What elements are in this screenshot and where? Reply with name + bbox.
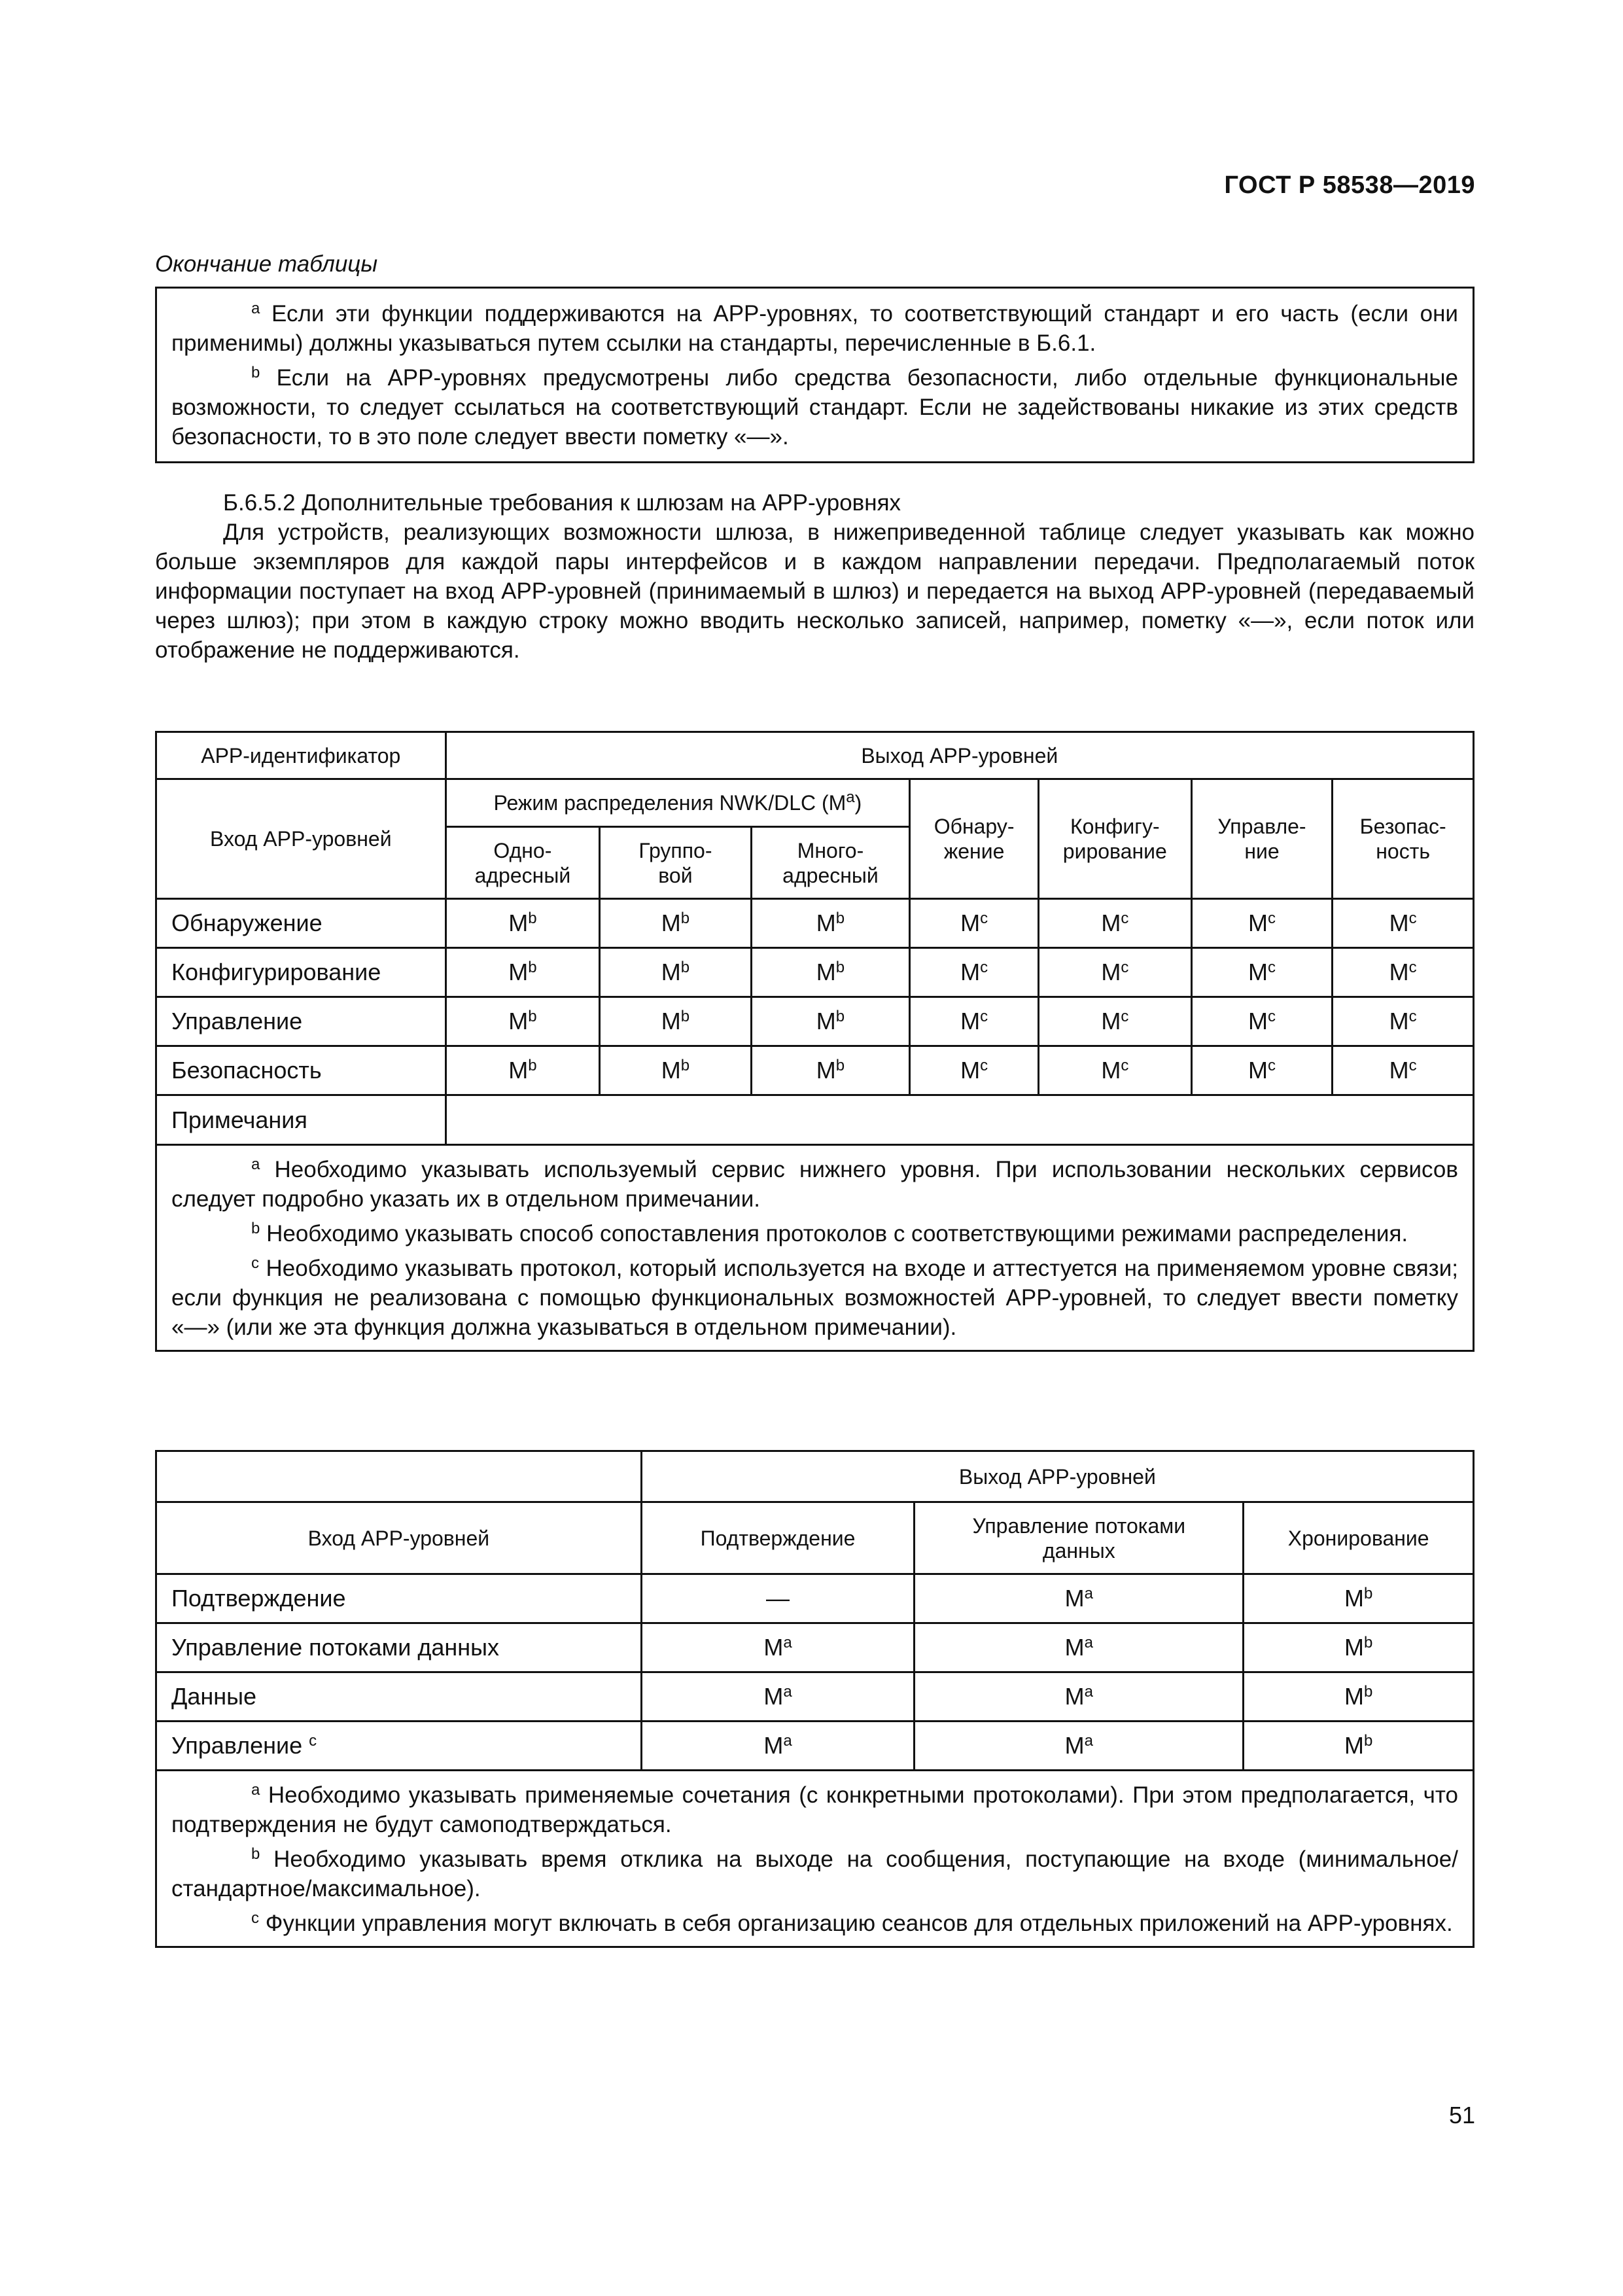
table1-cell: $M^c$ — [1333, 899, 1474, 948]
table2-row — [156, 1722, 1474, 1771]
table1-cell: $M^c$ — [1038, 948, 1191, 997]
table2-cell: $M^b$ — [1244, 1672, 1474, 1722]
table2-row-label: Данные — [156, 1672, 642, 1722]
table-continuation-label: Окончание таблицы — [155, 251, 378, 277]
table1-cell: $M^c$ — [1333, 997, 1474, 1046]
table1-footnotes — [156, 1145, 1474, 1351]
input-header: Вход APP-уровней — [156, 779, 446, 899]
table2-row-label: Управление $^c$ — [156, 1722, 642, 1771]
notes-label: Примечания — [156, 1095, 446, 1145]
table2-col-timing: Хронирование — [1244, 1502, 1474, 1574]
col-discovery: Обнару- жение — [910, 779, 1039, 899]
table1-row — [156, 948, 1474, 997]
table2-cell: — — [641, 1574, 915, 1623]
table1-cell: $M^b$ — [751, 1046, 910, 1095]
table1-cell: $M^b$ — [600, 1046, 751, 1095]
table2-cell: $M^a$ — [915, 1623, 1244, 1672]
table1-row-label: Безопасность — [156, 1046, 446, 1095]
table2-cell: $M^b$ — [1244, 1722, 1474, 1771]
table2-row — [156, 1623, 1474, 1672]
table1-cell: $M^c$ — [1191, 899, 1333, 948]
table2-output-header: Выход APP-уровней — [641, 1451, 1473, 1502]
table1-cell: $M^c$ — [1333, 1046, 1474, 1095]
table2-footnotes — [156, 1771, 1474, 1947]
table2-corner — [156, 1451, 642, 1502]
table1-cell: $M^b$ — [600, 948, 751, 997]
table1-cell: $M^b$ — [751, 899, 910, 948]
table1-row — [156, 899, 1474, 948]
table1-cell: $M^c$ — [1038, 1046, 1191, 1095]
table1-cell: $M^c$ — [1038, 899, 1191, 948]
table2-footnote-b: $^b$ Необходимо указывать время отклика на выходе на сообщения, поступающие на входе (минимальное/стандартное/максимальное). — [171, 1845, 1458, 1901]
table1-cell: $M^b$ — [751, 948, 910, 997]
table1-cell: $M^c$ — [910, 997, 1039, 1046]
gateway-table-2 — [155, 1450, 1475, 1948]
table1-row-label: Обнаружение — [156, 899, 446, 948]
table2-cell: $M^a$ — [915, 1722, 1244, 1771]
table1-cell: $M^b$ — [751, 997, 910, 1046]
table2-row-label: Управление потоками данных — [156, 1623, 642, 1672]
top-footnote-b: $^b$ Если на APP-уровнях предусмотрены либо средства безопасности, либо отдельные функциональные возможности, то следует ссылаться на соответствующий стандарт. Если не задействованы никакие из этих средств безопасности, то в это поле следует ввести пометку «—». — [171, 364, 1459, 450]
table2-cell: $M^a$ — [915, 1574, 1244, 1623]
table2-cell: $M^a$ — [641, 1722, 915, 1771]
table1-cell: $M^c$ — [910, 899, 1039, 948]
table1-cell: $M^b$ — [600, 997, 751, 1046]
table2-col-flow-control: Управление потоками данных — [915, 1502, 1244, 1574]
table2-cell: $M^b$ — [1244, 1574, 1474, 1623]
table2-cell: $M^a$ — [641, 1623, 915, 1672]
table2-row — [156, 1574, 1474, 1623]
subcol-multicast: Много- адресный — [751, 827, 910, 899]
table2-cell: $M^a$ — [641, 1672, 915, 1722]
table1-cell: $M^c$ — [1038, 997, 1191, 1046]
top-footnotes-box — [155, 287, 1475, 463]
table1-cell: $M^b$ — [445, 1046, 600, 1095]
table2-cell: $M^a$ — [915, 1672, 1244, 1722]
table1-row — [156, 1046, 1474, 1095]
table1-cell: $M^b$ — [445, 997, 600, 1046]
table1-cell: $M^c$ — [910, 1046, 1039, 1095]
standard-designation: ГОСТ Р 58538—2019 — [1224, 171, 1475, 199]
table1-row-label: Управление — [156, 997, 446, 1046]
page-number: 51 — [1448, 2102, 1475, 2128]
table1-cell: $M^b$ — [600, 899, 751, 948]
table1-footnote-c: $^c$ Необходимо указывать протокол, который используется на входе и аттестуется на применяемом уровне связи; если функция не реализована с помощью функциональных возможностей APP-уровней, то следует ввести пометку «—» (или же эта функция должна указываться в отдельном примечании). — [171, 1254, 1459, 1340]
table1-cell: $M^b$ — [445, 948, 600, 997]
table2-col-confirmation: Подтверждение — [641, 1502, 915, 1574]
gateway-table-1 — [155, 731, 1475, 1352]
mode-header: Режим распределения NWK/DLC $(M^a)$ — [445, 779, 910, 827]
top-footnote-a: $^a$ Если эти функции поддерживаются на APP-уровнях, то соответствующий стандарт и его часть (если они применимы) должны указываться путем ссылки на стандарты, перечисленные в Б.6.1. — [171, 300, 1458, 356]
subcol-unicast: Одно- адресный — [445, 827, 600, 899]
table1-row — [156, 997, 1474, 1046]
col-security: Безопас- ность — [1333, 779, 1474, 899]
section-body: Для устройств, реализующих возможности шлюза, в нижеприведенной таблице следует указывать как можно больше экземпляров для каждой пары интерфейсов и в каждом направлении передачи. Предполагаемый поток информации поступает на вход APP-уровней (принимаемый в шлюз) и передается на выход APP-уровней (передаваемый через шлюз); при этом в каждую строку можно вводить несколько записей, например, пометку «—», если поток или отображение не поддерживаются. — [155, 520, 1475, 663]
notes-empty-cell — [445, 1095, 1473, 1145]
app-identifier-header: APP-идентификатор — [156, 732, 446, 779]
col-configuration: Конфигу- рирование — [1038, 779, 1191, 899]
table2-row-label: Подтверждение — [156, 1574, 642, 1623]
table1-cell: $M^c$ — [1333, 948, 1474, 997]
table2-footnote-a: $^a$ Необходимо указывать применяемые сочетания (с конкретными протоколами). При этом предполагается, что подтверждения не будут самоподтверждаться. — [171, 1781, 1458, 1837]
table2-input-header: Вход APP-уровней — [156, 1502, 642, 1574]
table2-row — [156, 1672, 1474, 1722]
table1-footnote-b: $^b$ Необходимо указывать способ сопоставления протоколов с соответствующими режимами распределения. — [251, 1220, 1408, 1246]
section-title: Б.6.5.2 Дополнительные требования к шлюзам на APP-уровнях — [223, 490, 901, 516]
table2-cell: $M^b$ — [1244, 1623, 1474, 1672]
table1-row-label: Конфигурирование — [156, 948, 446, 997]
table1-cell: $M^c$ — [910, 948, 1039, 997]
table1-cell: $M^c$ — [1191, 997, 1333, 1046]
table1-cell: $M^c$ — [1191, 948, 1333, 997]
col-management: Управле- ние — [1191, 779, 1333, 899]
output-header: Выход APP-уровней — [445, 732, 1473, 779]
table1-cell: $M^c$ — [1191, 1046, 1333, 1095]
table2-footnote-c: $^c$ Функции управления могут включать в себя организацию сеансов для отдельных приложений на APP-уровнях. — [251, 1909, 1453, 1936]
table1-footnote-a: $^a$ Необходимо указывать используемый сервис нижнего уровня. При использовании нескольких сервисов следует подробно указать их в отдельном примечании. — [171, 1156, 1458, 1212]
table1-cell: $M^b$ — [445, 899, 600, 948]
subcol-groupcast: Группо- вой — [600, 827, 751, 899]
